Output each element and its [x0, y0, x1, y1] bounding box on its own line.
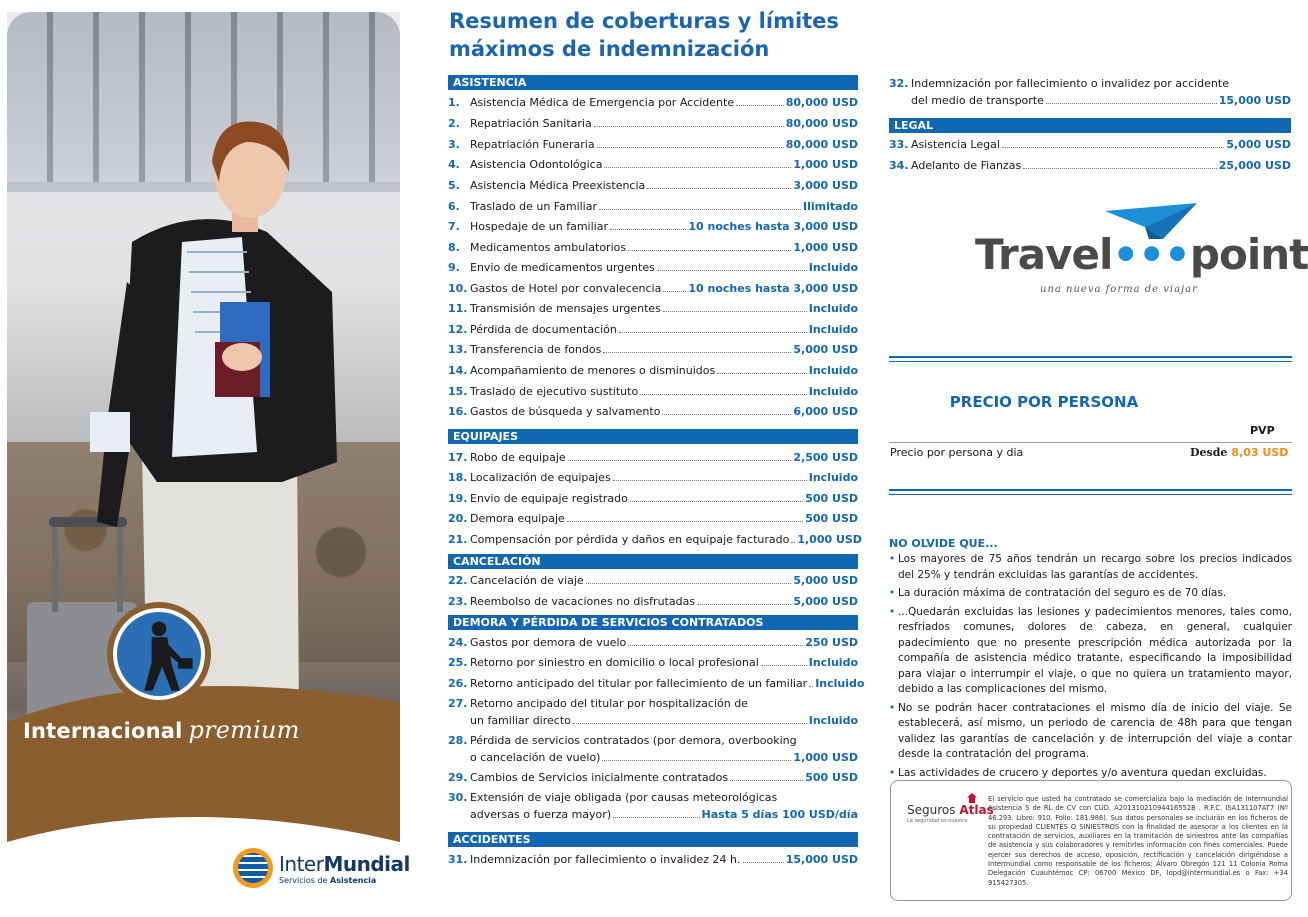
- price-section-title: PRECIO POR PERSONA: [949, 393, 1139, 411]
- walking-person-icon: [117, 612, 201, 696]
- coverage-row: [448, 405, 858, 419]
- coverage-number: 12.: [448, 323, 468, 336]
- leader-dots: [613, 817, 699, 818]
- coverage-label: Asistencia Médica de Emergencia por Accidente: [470, 96, 735, 109]
- brand-sub-light: Servicios de: [279, 875, 328, 885]
- note-item: • La duración máxima de contratación del seguro es de 70 días.: [889, 586, 1292, 602]
- coverage-number: 30.: [448, 791, 468, 804]
- globe-icon: [233, 848, 273, 888]
- coverage-value: Hasta 5 días 100 USD/día: [701, 808, 858, 821]
- coverage-value: 25,000 USD: [1218, 159, 1291, 172]
- price-prefix: Desde: [1190, 446, 1228, 459]
- coverage-number: 2.: [448, 117, 460, 130]
- coverage-value: 2,500 USD: [793, 451, 858, 464]
- note-item: • ...Quedarán excluidas las lesiones y padecimientos menores, tales como, resfriados comunes, dolores de cabeza, en general, cualquier padecimiento que no presente prescripción médica autorizada por la compañía de asistencia médico tratante, especificando la imposibilidad para viajar o interrumpir el viaje, o que no quiera un tratamiento mayor, debido a las complicaciones del mismo.: [889, 605, 1292, 698]
- coverage-number: 17.: [448, 451, 468, 464]
- coverage-value: 80,000 USD: [785, 138, 858, 151]
- coverage-number: 6.: [448, 200, 460, 213]
- coverage-row: [448, 282, 858, 296]
- coverage-label-line2: un familiar directo: [470, 714, 571, 727]
- leader-dots: [640, 394, 807, 395]
- coverage-value: 5,000 USD: [793, 574, 858, 587]
- coverage-value: Incluido: [808, 714, 858, 727]
- coverage-label: Acompañamiento de menores o disminuidos: [470, 364, 716, 377]
- leader-dots: [791, 542, 795, 543]
- brand-sub-bold: Asistencia: [330, 875, 377, 885]
- coverage-value: 500 USD: [805, 512, 858, 525]
- business-traveler-badge: [107, 602, 211, 706]
- coverage-label: Retorno anticipado del titular por fallecimiento de un familiar: [470, 677, 808, 690]
- coverage-row: [448, 385, 858, 399]
- leader-dots: [663, 311, 807, 312]
- leader-dots: [599, 209, 801, 210]
- leader-dots: [604, 167, 791, 168]
- coverage-number: 19.: [448, 492, 468, 505]
- coverage-label: Traslado de ejecutivo sustituto: [470, 385, 639, 398]
- notes-title: NO OLVIDE QUE...: [889, 537, 998, 550]
- coverage-value: Incluido: [808, 364, 858, 377]
- travelpoint-logo: [975, 205, 1308, 305]
- divider-top: [889, 356, 1292, 362]
- coverage-label: Envio de equipaje registrado: [470, 492, 628, 505]
- leader-dots: [730, 780, 803, 781]
- coverage-label: Asistencia Médica Preexistencia: [470, 179, 646, 192]
- coverage-row: [448, 200, 858, 214]
- coverage-row: [448, 241, 858, 255]
- coverage-number: 29.: [448, 771, 468, 784]
- product-title: [23, 716, 300, 744]
- coverage-row: [448, 734, 858, 765]
- coverage-label: Indemnización por fallecimiento o invalidez por accidente: [911, 77, 1229, 90]
- coverage-label: Traslado de un Familiar: [470, 200, 597, 213]
- note-item: • No se podrán hacer contrataciones el mismo día de inicio del viaje. Se establecerá, así mismo, un periodo de carencia de 48h para que tengan validez las garantías de cancelación y de interrupción del viaje a contar desde la contratación del programa.: [889, 701, 1292, 763]
- coverage-label: Gastos de búsqueda y salvamento: [470, 405, 661, 418]
- coverage-row: [448, 364, 858, 378]
- coverage-number: 7.: [448, 220, 460, 233]
- insurer-prefix: Seguros: [907, 803, 956, 817]
- leader-dots: [697, 604, 791, 605]
- coverage-number: 8.: [448, 241, 460, 254]
- coverage-value: Incluido: [808, 656, 858, 669]
- price-table-rule: [889, 442, 1292, 443]
- house-icon: [967, 793, 977, 803]
- note-item: • Las actividades de crucero y deportes y/o aventura quedan excluidas.: [889, 766, 1292, 782]
- coverage-value: 5,000 USD: [793, 343, 858, 356]
- coverage-row: [889, 138, 1291, 152]
- legal-text: El servicio que usted ha contratado se comercializa bajo la mediación de Intermundial Asistencia S de RL de CV con CUD. A20131021094416552B . R.F.C. ISA131107AT7 (Nº 46.293. Libro: 910. Folio: 181.986). Sus datos personales se incluirán en los ficheros de su propiedad CLIENTES O SINIESTROS con la finalidad de asesorar a los clientes en la contratación de servicios, auxiliares en la tramitación de siniestros ante las compañías de asistencia y sus colaboradores y remitirles información con fines comerciales. Puede ejercer sus derechos de acceso, oposición, rectificación y cancelación dirigiéndose a Intermundial como responsable de los ficheros: Álvaro Obregón 121 11 Colonia Roma Delegación Cuauhtémoc CP: 06700 México DF, lopd@intermundial.es o Fax: +34 915427305.: [988, 795, 1288, 887]
- leader-dots: [1046, 103, 1217, 104]
- coverage-number: 4.: [448, 158, 460, 171]
- leader-dots: [594, 126, 784, 127]
- coverage-number: 5.: [448, 179, 460, 192]
- coverage-row: [448, 677, 865, 691]
- coverage-value: 500 USD: [805, 771, 858, 784]
- coverage-row: [448, 853, 858, 867]
- leader-dots: [597, 147, 784, 148]
- leader-dots: [573, 723, 807, 724]
- leader-dots: [567, 521, 803, 522]
- coverage-label: Gastos de Hotel por convalecencia: [470, 282, 662, 295]
- coverage-label: Adelanto de Fianzas: [911, 159, 1022, 172]
- brand-name-light: Inter: [279, 851, 324, 876]
- coverage-value: 80,000 USD: [785, 117, 858, 130]
- page-title: Resumen de coberturas y límites máximos de indemnización: [449, 9, 839, 61]
- coverage-number: 25.: [448, 656, 468, 669]
- coverage-value: 5,000 USD: [1226, 138, 1291, 151]
- leader-dots: [717, 373, 807, 374]
- seguros-atlas-logo: [907, 803, 994, 824]
- coverage-number: 16.: [448, 405, 468, 418]
- leader-dots: [602, 760, 791, 761]
- coverage-value: 80,000 USD: [785, 96, 858, 109]
- coverage-label: Hospedaje de un familiar: [470, 220, 608, 233]
- product-title-script: premium: [188, 716, 300, 744]
- legal-notice-box: [890, 780, 1292, 901]
- coverage-label: Pérdida de documentación: [470, 323, 617, 336]
- coverage-label: Reembolso de vacaciones no disfrutadas: [470, 595, 696, 608]
- section-header: EQUIPAJES: [448, 429, 858, 444]
- coverage-value: 15,000 USD: [1218, 94, 1291, 107]
- coverage-row: [448, 533, 862, 547]
- coverage-number: 15.: [448, 385, 468, 398]
- coverage-number: 26.: [448, 677, 468, 690]
- leader-dots: [619, 332, 807, 333]
- coverage-number: 21.: [448, 533, 468, 546]
- coverage-value: Ilimitado: [803, 200, 858, 213]
- coverage-number: 10.: [448, 282, 468, 295]
- coverage-label: Repatriación Sanitaria: [470, 117, 592, 130]
- coverage-row: [448, 302, 858, 316]
- section-header: ASISTENCIA: [448, 75, 858, 90]
- leader-dots: [809, 686, 813, 687]
- coverage-value: 250 USD: [805, 636, 858, 649]
- coverage-number: 33.: [889, 138, 909, 151]
- coverage-value: 500 USD: [805, 492, 858, 505]
- coverage-value: 1,000 USD: [797, 533, 862, 546]
- coverage-number: 9.: [448, 261, 460, 274]
- leader-dots: [613, 480, 807, 481]
- coverage-label: Transmisión de mensajes urgentes: [470, 302, 661, 315]
- coverage-row: [448, 574, 858, 588]
- coverage-row: [448, 323, 858, 337]
- leader-dots: [568, 460, 792, 461]
- coverage-row: [448, 492, 858, 506]
- leader-dots: [1002, 147, 1224, 148]
- coverage-number: 34.: [889, 159, 909, 172]
- notes-list: [889, 552, 1292, 784]
- price-column-header: PVP: [1250, 424, 1275, 437]
- coverage-value: Incluido: [808, 302, 858, 315]
- coverage-row: [448, 261, 858, 275]
- coverage-label: Cancelación de viaje: [470, 574, 584, 587]
- coverage-label-line2: del medio de transporte: [911, 94, 1044, 107]
- coverage-label: Medicamentos ambulatorios: [470, 241, 627, 254]
- insurer-name: Atlas: [959, 803, 994, 817]
- coverage-row: [448, 791, 858, 822]
- coverage-row: [448, 220, 858, 234]
- coverage-label: Gastos por demora de vuelo: [470, 636, 627, 649]
- leader-dots: [630, 501, 803, 502]
- coverage-row: [448, 471, 858, 485]
- coverage-number: 27.: [448, 697, 468, 710]
- section-header: CANCELACIÓN: [448, 554, 858, 569]
- coverage-label: Asistencia Odontológica: [470, 158, 603, 171]
- coverage-value: 10 noches hasta 3,000 USD: [688, 220, 858, 233]
- coverage-number: 13.: [448, 343, 468, 356]
- coverage-number: 23.: [448, 595, 468, 608]
- coverage-label: Cambios de Servicios inicialmente contratados: [470, 771, 729, 784]
- leader-dots: [1023, 168, 1217, 169]
- coverage-value: 1,000 USD: [793, 241, 858, 254]
- coverage-row: [448, 158, 858, 172]
- coverage-row: [448, 636, 858, 650]
- coverage-number: 3.: [448, 138, 460, 151]
- coverage-row: [448, 771, 858, 785]
- coverage-number: 31.: [448, 853, 468, 866]
- leader-dots: [736, 105, 784, 106]
- coverage-value: 1,000 USD: [793, 158, 858, 171]
- leader-dots: [586, 583, 792, 584]
- leader-dots: [761, 665, 807, 666]
- coverage-label: Localización de equipajes: [470, 471, 611, 484]
- coverage-number: 18.: [448, 471, 468, 484]
- insurer-tagline: La seguridad es nuestra: [907, 818, 968, 824]
- coverage-label: Pérdida de servicios contratados (por demora, overbooking: [470, 734, 797, 747]
- coverage-label-line2: adversas o fuerza mayor): [470, 808, 612, 821]
- coverage-value: 6,000 USD: [793, 405, 858, 418]
- coverage-label-line2: o cancelación de vuelo): [470, 751, 601, 764]
- product-title-main: Internacional: [23, 719, 183, 743]
- price-amount: 8,03 USD: [1231, 446, 1289, 459]
- coverage-row: [448, 512, 858, 526]
- price-row-label: Precio por persona y dia: [890, 446, 1024, 459]
- section-header: ACCIDENTES: [448, 832, 858, 847]
- travelpoint-word-b: point: [1189, 230, 1308, 279]
- coverage-number: 28.: [448, 734, 468, 747]
- section-header: DEMORA Y PÉRDIDA DE SERVICIOS CONTRATADOS: [448, 615, 858, 630]
- coverage-number: 24.: [448, 636, 468, 649]
- leader-dots: [743, 862, 784, 863]
- coverage-label: Envio de medicamentos urgentes: [470, 261, 655, 274]
- coverage-label: Transferencia de fondos: [470, 343, 602, 356]
- leader-dots: [663, 291, 686, 292]
- coverage-label: Repatriación Funeraria: [470, 138, 595, 151]
- leader-dots: [657, 270, 807, 271]
- divider-bottom: [889, 489, 1292, 495]
- leader-dots: [603, 352, 791, 353]
- coverage-row: [448, 117, 858, 131]
- coverage-value: Incluido: [808, 323, 858, 336]
- coverage-value: Incluido: [808, 385, 858, 398]
- leader-dots: [610, 229, 686, 230]
- coverage-number: 1.: [448, 96, 460, 109]
- coverage-value: Incluido: [808, 471, 858, 484]
- brand-name-bold: Mundial: [323, 851, 410, 876]
- coverage-row: [448, 697, 858, 728]
- coverage-label: Demora equipaje: [470, 512, 565, 525]
- travelpoint-dots: •••: [1112, 230, 1190, 279]
- coverage-row: [889, 77, 1291, 108]
- coverage-row: [448, 451, 858, 465]
- coverage-number: 14.: [448, 364, 468, 377]
- coverage-number: 20.: [448, 512, 468, 525]
- coverage-value: 10 noches hasta 3,000 USD: [688, 282, 858, 295]
- coverage-value: 3,000 USD: [793, 179, 858, 192]
- coverage-label: Asistencia Legal: [911, 138, 1000, 151]
- coverage-value: Incluido: [808, 261, 858, 274]
- leader-dots: [628, 645, 803, 646]
- leader-dots: [628, 250, 791, 251]
- note-item: • Los mayores de 75 años tendrán un recargo sobre los precios indicados del 25% y tendrán excluidas las garantías de accidentes.: [889, 552, 1292, 583]
- price-value: [1190, 446, 1288, 459]
- coverage-label: Retorno ancipado del titular por hospitalización de: [470, 697, 748, 710]
- coverage-label: Compensación por pérdida y daños en equipaje facturado: [470, 533, 790, 546]
- coverage-label: Robo de equipaje: [470, 451, 566, 464]
- leader-dots: [662, 414, 791, 415]
- coverage-row: [448, 96, 858, 110]
- coverage-row: [448, 179, 858, 193]
- coverage-number: 11.: [448, 302, 468, 315]
- coverage-value: 5,000 USD: [793, 595, 858, 608]
- coverage-label: Indemnización por fallecimiento o invalidez 24 h.: [470, 853, 741, 866]
- coverage-row: [448, 138, 858, 152]
- coverage-number: 32.: [889, 77, 909, 90]
- intermundial-logo: [233, 848, 410, 888]
- coverage-value: 15,000 USD: [785, 853, 858, 866]
- cover-photo: [7, 12, 410, 902]
- coverage-number: 22.: [448, 574, 468, 587]
- coverage-value: 1,000 USD: [793, 751, 858, 764]
- travelpoint-tagline: una nueva forma de viajar: [1040, 284, 1198, 295]
- coverage-label: Retorno por siniestro en domicilio o local profesional: [470, 656, 759, 669]
- travelpoint-word-a: Travel: [975, 230, 1113, 279]
- coverage-value: Incluido: [815, 677, 865, 690]
- section-header: LEGAL: [889, 118, 1291, 133]
- leader-dots: [647, 188, 791, 189]
- coverage-row: [448, 343, 858, 357]
- coverage-label: Extensión de viaje obligada (por causas meteorológicas: [470, 791, 778, 804]
- coverage-row: [448, 595, 858, 609]
- coverage-row: [448, 656, 858, 670]
- coverage-row: [889, 159, 1291, 173]
